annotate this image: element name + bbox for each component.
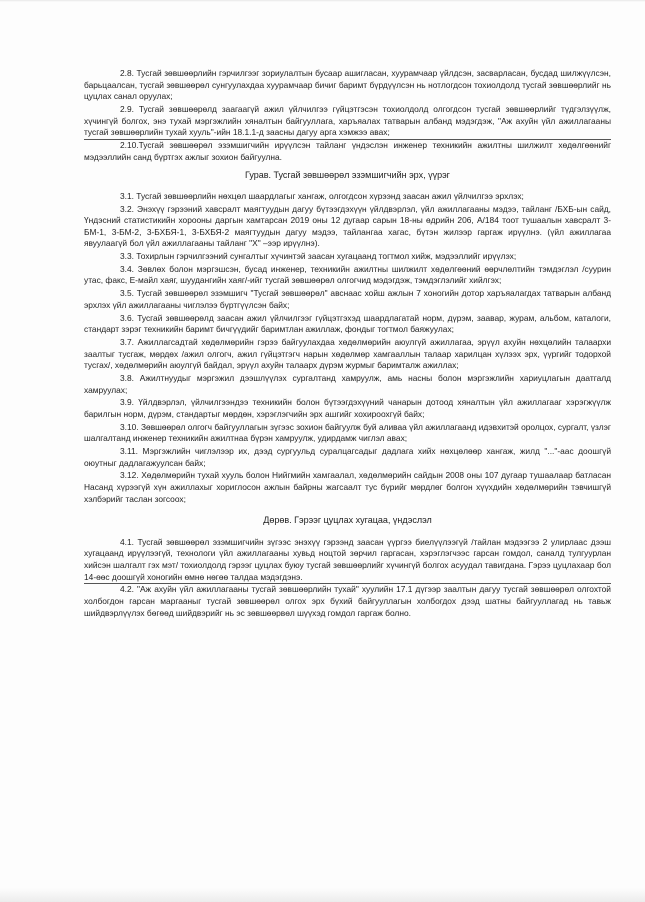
clause-3-9: 3.9. Үйлдвэрлэл, үйлчилгээндээ техникийн болон бүтээгдэхүүний чанарын дотоод хяналтын үйл ажиллагааг хэрэгжүүлж барилгын норм, дүрэм, стандартыг мөрдөн, хэрэглэгчийн эрх ашгийг хохироохгүй байх; (84, 397, 611, 419)
clause-4-1: 4.1. Тусгай зөвшөөрөл эзэмшигчийн зүгээс энэхүү гэрээнд заасан үүргээ биелүүлээгүй /тайлан мэдээгээ 2 улирлаас дээш хугацаанд ирүүлээгүй, технологи үйл ажиллагааны хувьд ноцтой зөрчил гаргасан, хэрэглэгчээс гарсан гомдол, саналд тулгуурлан хийсэн шалгалт гэх мэт/ тохиолдолд гэрээг цуцлах буюу тусгай зөвшөөрлийг хүчингүй болгох асуудал тавигдана. Гэрээ цуцлахаар бол 14-өөс доошгүй хоногийн өмнө нөгөө талдаа мэдэгдэнэ. (84, 536, 611, 582)
clause-3-4: 3.4. Зөвлөх болон мэргэшсэн, бусад инженер, техникийн ажилтны шилжилт хөдөлгөөний өөрчлөлтийн тэмдэглэл /суурин утас, факс, Е-майл хаяг, шуудангийн хаяг/-ийг тусгай зөвшөөрөл олгогчид мэдэгдэж, тэмдэглэлийг хийлгэх; (84, 263, 611, 286)
clause-4-2: 4.2. "Аж ахуйн үйл ажиллагааны тусгай зөвшөөрлийн тухай" хуулийн 17.1 дүгээр заалтын дагуу тусгай зөвшөөрөл олгохтой холбогдон гарсан маргааныг тусгай зөвшөөрөл олгох эрх бүхий байгууллагын холбогдох дээд шатны байгууллагад нь тавьж шийдвэрлүүлэх бөгөөд шийдвэрийг нь эс зөвшөөрвөл шүүхэд гомдол гаргаж болно. (84, 584, 611, 618)
clause-2-10: 2.10.Тусгай зөвшөөрөл эзэмшигчийн ирүүлсэн тайланг үндэслэн инженер техникийн ажилтны шилжилт хөдөлгөөнийг мэдээллийн санд бүртгэх ажлыг зохион байгуулна. (84, 139, 611, 162)
clause-3-8: 3.8. Ажилтнуудыг мэргэжил дээшлүүлэх сургалтанд хамруулж, амь насны болон мэргэжлийн хариуцлагын даатгалд хамруулах; (84, 372, 611, 395)
clause-2-8: 2.8. Тусгай зөвшөөрлийн гэрчилгээг зориулалтын бусаар ашигласан, хуурамчаар үйлдсэн, засварласан, бусдад шилжүүлсэн, барьцаалсан, тусгай зөвшөөрөл сунгуулахдаа хуурамчаар бичиг баримт бүрдүүлсэн нь нотлогдсон тохиолдолд тусгай зөвшөөрлийг нь цуцлах санал оруулах; (84, 68, 611, 102)
clause-3-6: 3.6. Тусгай зөвшөөрөлд заасан ажил үйлчилгээг гүйцэтгэхэд шаардлагатай норм, дүрэм, заавар, журам, альбом, каталоги, стандарт зэрэг техникийн баримт бичгүүдийг баримтлан ажиллаж, фондыг тогтмол баяжуулах; (84, 312, 611, 335)
clause-3-1: 3.1. Тусгай зөвшөөрлийн нөхцөл шаардлагыг хангаж, олгогдсон хүрээнд заасан ажил үйлчилгээ эрхлэх; (120, 190, 524, 201)
clause-3-2: 3.2. Энэхүү гэрээний хавсралт маягтуудын дагуу бүтээгдэхүүн үйлдвэрлэл, үйл ажиллагааны мэдээ, тайланг /БХБ-ын сайд, Үндэсний статистикийн хорооны даргын хамтарсан 2019 оны 12 дугаар сарын 18-ны өдрийн 206, А/184 тоот тушаалын хавсралт 3-БМ-1, 3-БМ-2, 3-БХБЯ-1, 3-БХБЯ-2 маягтуудын дагуу мэдээ, тайлангаа хагас, бүтэн жилээр гаргаж ирүүлнэ. (үйл ажиллагаа явуулаагүй бол үйл ажиллагааны тайланг "Х" –ээр ирүүлнэ). (84, 203, 611, 249)
clause-3-10: 3.10. Зөвшөөрөл олгогч байгууллагын зүгээс зохион байгуулж буй аливаа үйл ажиллагаанд идэвхитэй оролцох, сургалт, үзлэг шалгалтанд инженер техникийн ажилтнаа бүрэн хамруулж, удирдамж чиглэл авах; (84, 421, 611, 444)
scan-edge-top (0, 0, 645, 2)
clause-3-7: 3.7. Ажиллагсадтай хөдөлмөрийн гэрээ байгуулахдаа хөдөлмөрийн аюулгүй ажиллагаа, эрүүл ахуйн нөхцөлийн талаархи заалтыг тусгаж, мөрдөх /ажил олгогч, ажил гүйцэтгэгч нарын хөдөлмөр хамгааллын талаар харилцан хүлээх эрх, үүргийг тодорхой тусгах/, хөдөлмөрийн аюулгүй байдал, эрүүл ахуйн талаарх дүрэм журмыг баримталж ажиллах; (84, 336, 611, 371)
scan-edge-bottom (0, 888, 645, 902)
clause-3-12: 3.12. Хөдөлмөрийн тухай хууль болон Нийгмийн хамгаалал, хөдөлмөрийн сайдын 2008 оны 107 дугаар тушаалаар батласан Насанд хүрээгүй хүн ажиллахыг хориглосон ажлын байрны жагсаалт тус бүрийг мөрдлөг болгон хүүхдийн хөдөлмөрийн тэвчишгүй хэлбэрийг таслан зогсоох; (84, 470, 611, 504)
document-body (84, 68, 611, 619)
clause-3-11: 3.11. Мэргэжлийн чиглэлээр их, дээд сургуульд суралцагсадыг дадлага хийх нөхцөлөөр хангаж, жилд "..."-аас доошгүй оюутныг дадлагажуулсан байх; (84, 446, 611, 468)
clause-4-2-block (84, 584, 611, 619)
divider-line (84, 139, 611, 140)
divider-line (84, 583, 611, 584)
clause-2-10-block (84, 140, 611, 163)
section-4-heading: Дөрөв. Гэрээг цуцлах хугацаа, үндэслэл (263, 515, 432, 526)
clause-3-5: 3.5. Тусгай зөвшөөрөл эзэмшигч "Тусгай зөвшөөрөл" авснаас хойш ажлын 7 хоногийн дотор харъяалагдах татварын албанд эрхлэх үйл ажиллагааны чиглэлээ бүртгүүлсэн байх; (84, 288, 611, 310)
clause-3-3: 3.3. Тохирлын гэрчилгээний сунгалтыг хүчинтэй заасан хугацаанд тогтмол хийж, мэдээллийг ирүүлэх; (120, 251, 517, 262)
clause-2-9: 2.9. Тусгай зөвшөөрөлд заагаагүй ажил үйлчилгээ гүйцэтгэсэн тохиолдолд олгогдсон тусгай зөвшөөрлийг түдгэлзүүлж, хүчингүй болгох, энэ тухай мэргэжлийн хяналтын байгууллага, харъяалах татварын албанд мэдэгдэж, "Аж ахуйн үйл ажиллагааны тусгай зөвшөөрлийн тухай хууль"-ийн 18.1.1-д заасны дагуу арга хэмжээ авах; (84, 103, 611, 138)
section-3-heading: Гурав. Тусгай зөвшөөрөл эзэмшигчийн эрх, үүрэг (245, 170, 450, 181)
